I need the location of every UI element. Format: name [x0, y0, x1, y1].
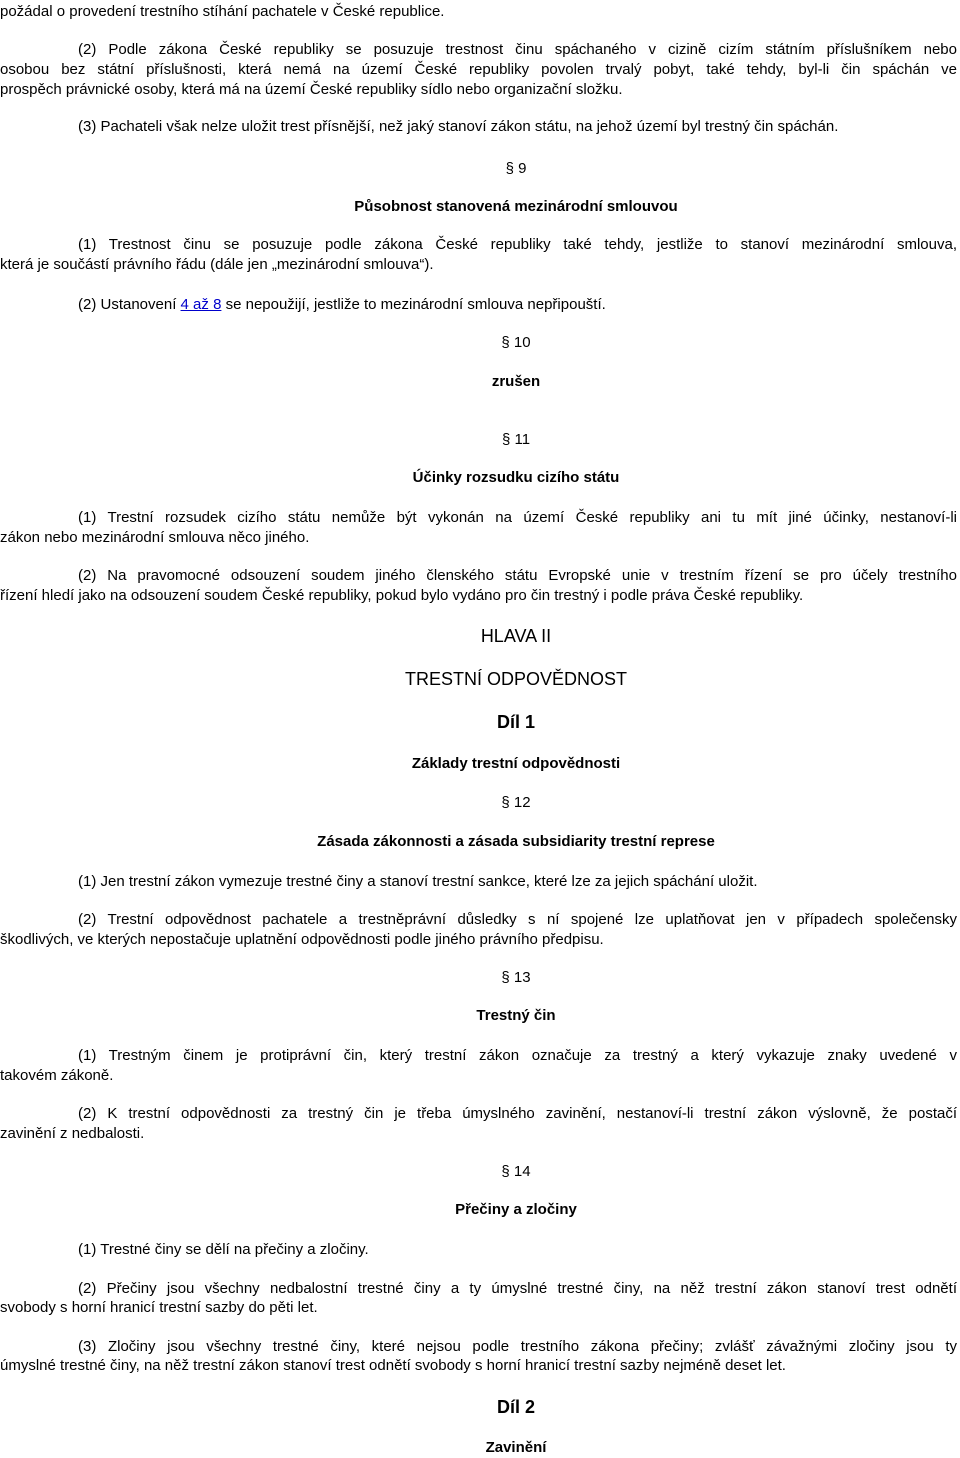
paragraph-12-1-line: (1) Jen trestní zákon vymezuje trestné činy a stanoví trestní sankce, které lze za jejich spáchání uložit.: [78, 873, 758, 890]
paragraph-8-2-line: osobou bez státní příslušnosti, která nemá na území České republiky povolen trvalý pobyt, také tehdy, byl-li čin spáchán ve: [0, 61, 957, 78]
part-heading: HLAVA II: [480, 626, 552, 646]
paragraph-12-2-line: škodlivých, ve kterých nepostačuje uplatnění odpovědnosti podle jiného právního předpisu.: [0, 931, 604, 948]
paragraph-text: se nepoužijí, jestliže to mezinárodní smlouva nepřipouští.: [221, 296, 606, 313]
paragraph-14-1-line: (1) Trestné činy se dělí na přečiny a zločiny.: [78, 1241, 369, 1258]
division-title-1: Základy trestní odpovědnosti: [411, 755, 621, 772]
paragraph-14-3-line: (3) Zločiny jsou všechny trestné činy, které nejsou podle trestního zákona přečiny; zvlášť závažnými zločiny jsou ty: [78, 1338, 957, 1355]
paragraph-14-2-line: (2) Přečiny jsou všechny nedbalostní trestné činy a ty úmyslné trestné činy, na něž trestní zákon stanoví trest odnětí: [78, 1280, 957, 1297]
paragraph-text: (2) Ustanovení: [78, 296, 181, 313]
paragraph-13-2-line: (2) K trestní odpovědnosti za trestný čin je třeba úmyslného zavinění, nestanoví-li trestní zákon výslovně, že postačí: [78, 1105, 957, 1122]
part-title: TRESTNÍ ODPOVĚDNOST: [404, 669, 628, 689]
division-heading-1: Díl 1: [496, 712, 535, 732]
paragraph-11-1-line: (1) Trestní rozsudek cizího státu nemůže být vykonán na území České republiky ani tu mít jiné účinky, nestanoví-li: [78, 509, 957, 526]
paragraph-14-3-line: úmyslné trestné činy, na něž trestní zákon stanoví trest odnětí svobody s horní hranicí trestní sazby nejméně deset let.: [0, 1357, 786, 1374]
section-title-12: Zásada zákonnosti a zásada subsidiarity trestní represe: [317, 833, 715, 850]
section-number-11: § 11: [501, 431, 531, 448]
paragraph-13-1-line: takovém zákoně.: [0, 1067, 114, 1084]
paragraph-8-2-line: prospěch právnické osoby, která má na území České republiky sídlo nebo organizační složku.: [0, 81, 623, 98]
paragraph-11-1-line: zákon nebo mezinárodní smlouva něco jiného.: [0, 529, 310, 546]
paragraph-11-2-line: řízení hledí jako na odsouzení soudem České republiky, pokud bylo vydáno pro čin trestný i podle práva České republiky.: [0, 587, 804, 604]
section-number-12: § 12: [501, 794, 531, 811]
section-reference-link[interactable]: 4 až 8: [180, 296, 222, 313]
paragraph-9-2-line: [0, 295, 957, 314]
section-title-11: Účinky rozsudku cizího státu: [412, 469, 620, 486]
section-number-14: § 14: [501, 1163, 531, 1180]
paragraph-8-3-line: (3) Pachateli však nelze uložit trest přísnější, než jaký stanoví zákon státu, na jehož území byl trestný čin spáchán.: [78, 118, 839, 135]
section-number-13: § 13: [501, 969, 531, 986]
section-title-13: Trestný čin: [476, 1007, 556, 1024]
paragraph-13-1-line: (1) Trestným činem je protiprávní čin, který trestní zákon označuje za trestný a který vykazuje znaky uvedené v: [78, 1047, 957, 1064]
section-number-10: § 10: [501, 334, 531, 351]
section-title-14: Přečiny a zločiny: [455, 1201, 577, 1218]
section-title-10: zrušen: [491, 373, 541, 390]
paragraph-9-1-line: která je součástí právního řádu (dále jen „mezinárodní smlouva“).: [0, 256, 434, 273]
paragraph-9-1-line: (1) Trestnost činu se posuzuje podle zákona České republiky také tehdy, jestliže to stanoví mezinárodní smlouva,: [78, 236, 957, 253]
paragraph-14-2-line: svobody s horní hranicí trestní sazby do pěti let.: [0, 1299, 318, 1316]
paragraph-13-2-line: zavinění z nedbalosti.: [0, 1125, 145, 1142]
division-heading-2: Díl 2: [496, 1397, 535, 1417]
section-number-9: § 9: [505, 160, 527, 177]
division-title-2: Zavinění: [485, 1439, 547, 1456]
section-title-9: Působnost stanovená mezinárodní smlouvou: [354, 198, 678, 215]
paragraph-11-2-line: (2) Na pravomocné odsouzení soudem jiného členského státu Evropské unie v trestním řízení se pro účely trestního: [78, 567, 957, 584]
paragraph-8-2-line: (2) Podle zákona České republiky se posuzuje trestnost činu spáchaného v cizině cizím státním příslušníkem nebo: [78, 41, 957, 58]
paragraph-line: požádal o provedení trestního stíhání pachatele v České republice.: [0, 3, 445, 20]
paragraph-12-2-line: (2) Trestní odpovědnost pachatele a trestněprávní důsledky s ní spojené lze uplatňovat jen v případech společensky: [78, 911, 957, 928]
